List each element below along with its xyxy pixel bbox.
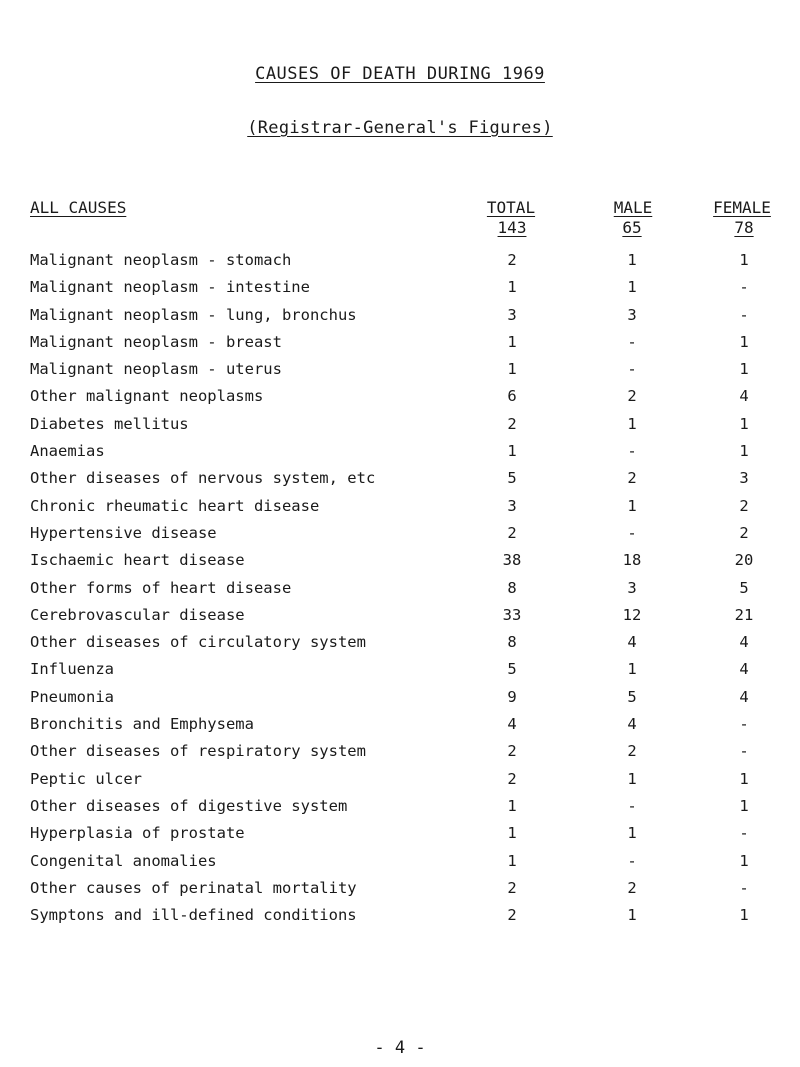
table-row	[0, 824, 800, 851]
male-value: 1	[627, 496, 637, 515]
female-value: 4	[739, 660, 749, 679]
male-value: 1	[627, 906, 637, 925]
male-value: 18	[622, 551, 642, 570]
header-male: MALE	[613, 198, 653, 217]
total-value: 1	[507, 796, 517, 815]
total-all: 143	[497, 218, 527, 237]
header-cause: ALL CAUSES	[30, 198, 127, 217]
cause-label: Influenza	[30, 660, 114, 679]
female-value: 1	[739, 251, 749, 269]
total-female: 78	[734, 218, 754, 237]
female-value: -	[739, 305, 749, 324]
total-value: 3	[507, 496, 517, 515]
cause-label: Other diseases of digestive system	[30, 796, 348, 815]
cause-label: Ischaemic heart disease	[30, 551, 245, 570]
table-row	[0, 524, 800, 551]
female-value: 2	[739, 523, 749, 542]
total-value: 1	[507, 824, 517, 843]
cause-label: Bronchitis and Emphysema	[30, 715, 254, 734]
male-value: 1	[627, 824, 637, 843]
table-row	[0, 360, 800, 387]
male-value: 4	[627, 633, 637, 652]
cause-label: Malignant neoplasm - lung, bronchus	[30, 305, 357, 324]
female-value: 21	[734, 605, 754, 624]
cause-label: Other diseases of respiratory system	[30, 742, 366, 761]
table-row	[0, 333, 800, 360]
table-row	[0, 387, 800, 414]
male-value: 1	[627, 660, 637, 679]
causes-table	[0, 251, 800, 933]
table-row	[0, 442, 800, 469]
cause-label: Cerebrovascular disease	[30, 605, 245, 624]
female-value: 3	[739, 469, 749, 488]
table-row	[0, 660, 800, 687]
table-row	[0, 415, 800, 442]
male-value: -	[627, 360, 637, 379]
header-total: TOTAL	[486, 198, 536, 217]
cause-label: Pneumonia	[30, 687, 114, 706]
table-row	[0, 469, 800, 496]
male-value: -	[627, 851, 637, 870]
female-value: 4	[739, 687, 749, 706]
total-value: 2	[507, 906, 517, 925]
female-value: 1	[739, 906, 749, 925]
male-value: -	[627, 523, 637, 542]
female-value: 1	[739, 851, 749, 870]
male-value: 1	[627, 769, 637, 788]
total-value: 33	[502, 605, 522, 624]
cause-label: Other diseases of circulatory system	[30, 633, 366, 652]
page-number: - 4 -	[374, 1038, 426, 1058]
table-row	[0, 606, 800, 633]
male-value: 1	[627, 278, 637, 297]
cause-label: Malignant neoplasm - breast	[30, 332, 282, 351]
cause-label: Anaemias	[30, 442, 105, 461]
female-value: -	[739, 878, 749, 897]
male-value: 2	[627, 469, 637, 488]
male-value: 1	[627, 414, 637, 433]
table-row	[0, 852, 800, 879]
male-value: -	[627, 332, 637, 351]
total-value: 1	[507, 851, 517, 870]
total-value: 8	[507, 578, 517, 597]
cause-label: Congenital anomalies	[30, 851, 217, 870]
table-row	[0, 579, 800, 606]
table-row	[0, 278, 800, 305]
total-value: 1	[507, 442, 517, 461]
cause-label: Hypertensive disease	[30, 523, 217, 542]
total-value: 3	[507, 305, 517, 324]
table-row	[0, 688, 800, 715]
cause-label: Diabetes mellitus	[30, 414, 189, 433]
table-row	[0, 742, 800, 769]
table-row	[0, 551, 800, 578]
table-row	[0, 906, 800, 933]
female-value: 5	[739, 578, 749, 597]
total-value: 6	[507, 387, 517, 406]
cause-label: Malignant neoplasm - uterus	[30, 360, 282, 379]
table-row	[0, 497, 800, 524]
table-row	[0, 770, 800, 797]
cause-label: Peptic ulcer	[30, 769, 142, 788]
male-value: 5	[627, 687, 637, 706]
total-value: 2	[507, 769, 517, 788]
total-male: 65	[622, 218, 642, 237]
female-value: -	[739, 715, 749, 734]
male-value: 4	[627, 715, 637, 734]
total-value: 1	[507, 278, 517, 297]
table-row	[0, 715, 800, 742]
cause-label: Malignant neoplasm - intestine	[30, 278, 310, 297]
total-value: 38	[502, 551, 522, 570]
male-value: 3	[627, 578, 637, 597]
total-value: 4	[507, 715, 517, 734]
female-value: 1	[739, 796, 749, 815]
female-value: 1	[739, 769, 749, 788]
table-row	[0, 879, 800, 906]
total-value: 1	[507, 332, 517, 351]
page-subtitle: (Registrar-General's Figures)	[247, 118, 553, 138]
table-row	[0, 251, 800, 278]
female-value: 1	[739, 442, 749, 461]
total-value: 2	[507, 251, 517, 269]
total-value: 8	[507, 633, 517, 652]
table-row	[0, 797, 800, 824]
female-value: -	[739, 278, 749, 297]
total-value: 2	[507, 414, 517, 433]
cause-label: Other malignant neoplasms	[30, 387, 264, 406]
male-value: 12	[622, 605, 642, 624]
female-value: 4	[739, 633, 749, 652]
female-value: -	[739, 824, 749, 843]
cause-label: Symptons and ill-defined conditions	[30, 906, 357, 925]
table-row	[0, 306, 800, 333]
male-value: -	[627, 442, 637, 461]
cause-label: Other forms of heart disease	[30, 578, 292, 597]
female-value: 1	[739, 360, 749, 379]
male-value: 2	[627, 742, 637, 761]
total-value: 2	[507, 523, 517, 542]
table-row	[0, 633, 800, 660]
male-value: -	[627, 796, 637, 815]
total-value: 5	[507, 660, 517, 679]
total-value: 1	[507, 360, 517, 379]
cause-label: Other causes of perinatal mortality	[30, 878, 357, 897]
total-value: 5	[507, 469, 517, 488]
total-value: 9	[507, 687, 517, 706]
total-value: 2	[507, 878, 517, 897]
male-value: 2	[627, 387, 637, 406]
totals-row	[0, 218, 800, 242]
female-value: 1	[739, 414, 749, 433]
male-value: 2	[627, 878, 637, 897]
page-title: CAUSES OF DEATH DURING 1969	[255, 64, 545, 84]
female-value: 20	[734, 551, 754, 570]
cause-label: Other diseases of nervous system, etc	[30, 469, 376, 488]
cause-label: Malignant neoplasm - stomach	[30, 251, 292, 269]
header-female: FEMALE	[713, 198, 771, 217]
female-value: 1	[739, 332, 749, 351]
female-value: -	[739, 742, 749, 761]
male-value: 1	[627, 251, 637, 269]
cause-label: Chronic rheumatic heart disease	[30, 496, 320, 515]
female-value: 4	[739, 387, 749, 406]
female-value: 2	[739, 496, 749, 515]
male-value: 3	[627, 305, 637, 324]
total-value: 2	[507, 742, 517, 761]
cause-label: Hyperplasia of prostate	[30, 824, 245, 843]
